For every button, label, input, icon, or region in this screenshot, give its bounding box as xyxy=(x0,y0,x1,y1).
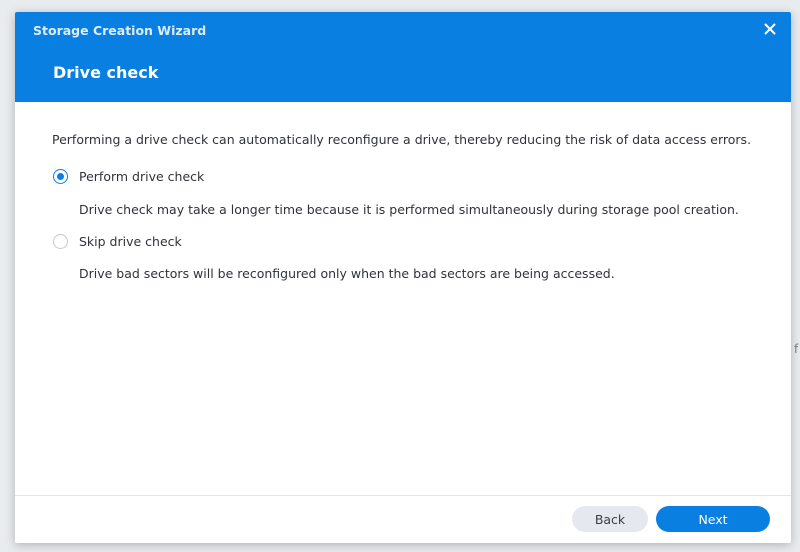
close-button[interactable] xyxy=(759,18,781,40)
storage-creation-wizard-dialog xyxy=(15,12,791,543)
page-title: Drive check xyxy=(53,63,159,82)
radio-skip-drive-check[interactable] xyxy=(53,234,68,249)
option-skip-drive-check[interactable] xyxy=(53,234,182,249)
back-button[interactable]: Back xyxy=(572,506,648,532)
dialog-footer xyxy=(15,495,791,543)
intro-text: Performing a drive check can automatically reconfigure a drive, thereby reducing the risk of data access errors. xyxy=(52,132,752,147)
option-description-skip: Drive bad sectors will be reconfigured only when the bad sectors are being accessed. xyxy=(79,266,615,281)
close-icon xyxy=(764,23,776,35)
background-edge-text: f xyxy=(794,342,799,356)
next-button[interactable]: Next xyxy=(656,506,770,532)
radio-perform-drive-check[interactable] xyxy=(53,169,68,184)
dialog-header xyxy=(15,12,791,102)
window-title: Storage Creation Wizard xyxy=(33,23,207,38)
option-description-perform: Drive check may take a longer time because it is performed simultaneously during storage pool creation. xyxy=(79,202,739,217)
option-label-perform[interactable]: Perform drive check xyxy=(79,169,205,184)
radio-selected-dot xyxy=(57,173,64,180)
option-label-skip[interactable]: Skip drive check xyxy=(79,234,182,249)
option-perform-drive-check[interactable] xyxy=(53,169,204,184)
